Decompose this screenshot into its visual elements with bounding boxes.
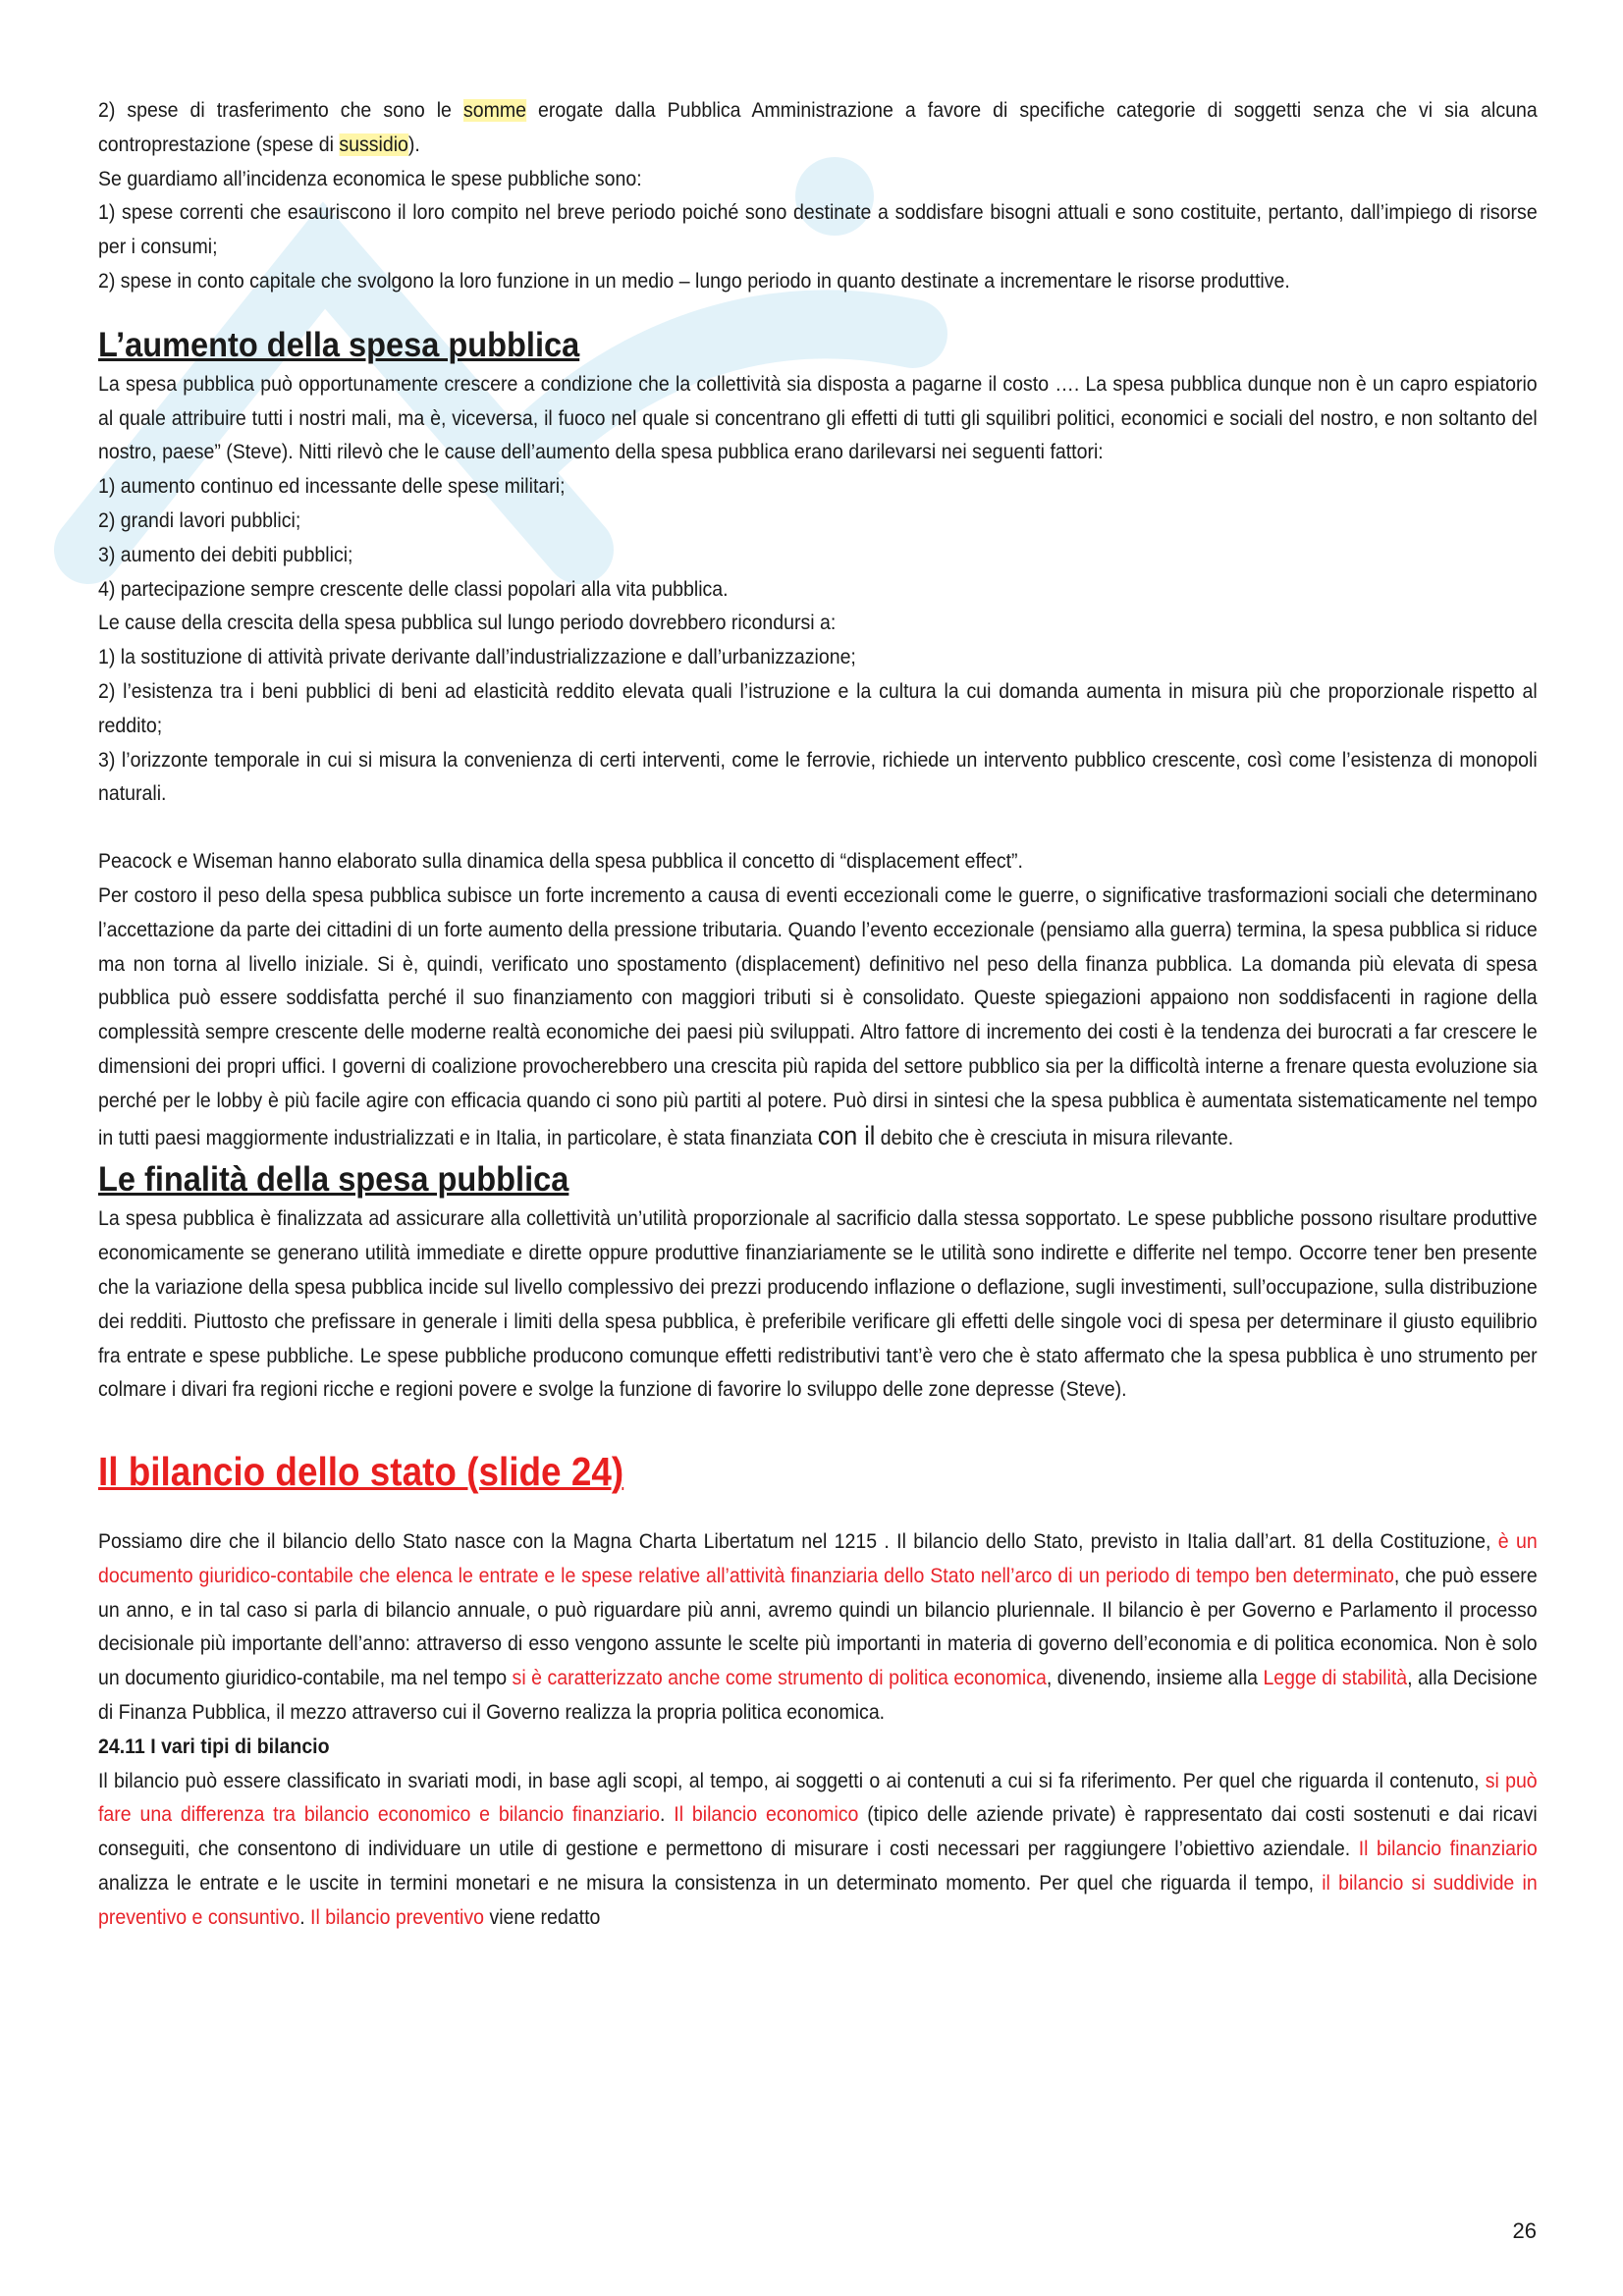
text: Per costoro il peso della spesa pubblica subisce un forte incremento a causa di eventi eccezionali come le guerre, o significative trasformazioni sociali che determinano l’accettazione da parte dei cittadini di un forte aumento della pressione tributaria. Quando l’evento eccezionale (pensiamo alla guerra) termina, la spesa pubblica si riduce ma non torna al livello iniziale. Si è, quindi, verificato uno spostamento (displacement) definitivo nel peso della finanza pubblica. La domanda più elevata di spesa pubblica può essere soddisfatta perché il suo finanziamento con maggiori tributi si è consolidato. Queste spiegazioni appaiono non soddisfacenti in ragione della complessità sempre crescente delle moderne realtà economiche dei paesi più sviluppati. Altro fattore di incremento dei costi è la tendenza dei burocrati a far crescere le dimensioni dei propri uffici. I governi di coalizione provocherebbero una crescita più rapida del settore pubblico sia per la difficoltà interne a frenare questa evoluzione sia perché per le lobby è più facile agire con efficacia quando ci sono più partiti al potere. Può dirsi in sintesi che la spesa pubblica è aumentata sistematicamente nel tempo in tutti paesi maggiormente industrializzati e in Italia, in particolare, è stata finanziata	[98, 883, 1538, 1149]
highlight: sussidio	[339, 133, 408, 156]
paragraph: La spesa pubblica può opportunamente crescere a condizione che la collettività sia disposta a pagarne il costo …. La spesa pubblica dunque non è un capro espiatorio al quale attribuire tutti i nostri mali, ma è, viceversa, il fuoco nel quale si concentrano gli effetti di tutti gli squilibri politici, economici e sociali del nostro, e non soltanto del nostro, paese” (Steve). Nitti rilevò che le cause dell’aumento della spesa pubblica erano darilevarsi nei seguenti fattori:	[98, 372, 1538, 464]
paragraph: La spesa pubblica è finalizzata ad assicurare alla collettività un’utilità proporzionale al sacrificio dalla stessa sopportato. Le spese pubbliche possono risultare produttive economicamente se generano utilità immediate e dirette oppure produttive finanziariamente se le utilità sono indirette e differite nel tempo. Occorre tener ben presente che la variazione della spesa pubblica incide sul livello complessivo dei prezzi producendo inflazione o deflazione, sugli investimenti, sull’occupazione, sulla distribuzione dei redditi. Piuttosto che prefissare in generale i limiti della spesa pubblica, è preferibile verificare gli effetti delle singole voci di spesa per determinare il giusto equilibrio fra entrate e spese pubbliche. Le spese pubbliche producono comunque effetti redistributivi tant’è vero che è stato affermato che la spesa pubblica è uno strumento per colmare i divari fra regioni ricche e regioni povere e svolge la funzione di favorire lo sviluppo delle zone depresse (Steve).	[98, 1207, 1538, 1402]
red-text: è un documento giuridico-contabile che elenca le entrate e le spese relative all’attività finanziaria dello Stato nell’arco di un periodo di tempo ben determinato	[98, 1530, 1538, 1587]
page-number: 26	[1512, 2218, 1537, 2243]
text: Possiamo dire che il bilancio dello Stato nasce con la Magna Charta Libertatum nel 1215 . Il bilancio dello Stato, previsto in Italia dall’art. 81 della Costituzione,	[98, 1530, 1498, 1554]
chapter-heading: Il bilancio dello stato (slide 24)	[98, 1449, 624, 1495]
red-text: Legge di stabilità	[1263, 1667, 1408, 1690]
red-text: il bilancio si suddivide in preventivo e consuntivo	[98, 1872, 1538, 1929]
paragraph: 1) spese correnti che esauriscono il loro compito nel breve periodo poiché sono destinate a soddisfare bisogni attuali e sono costituite, pertanto, dall’impiego di risorse per i consumi;	[98, 201, 1538, 259]
document-page	[98, 94, 1538, 2234]
list-item: 1) la sostituzione di attività private derivante dall’industrializzazione e dall’urbanizzazione;	[98, 646, 856, 669]
text: , che può essere un anno, e in tal caso si parla di bilancio annuale, o può riguardare più anni, avremo quindi un bilancio pluriennale. Il bilancio è per Governo e Parlamento il processo decisionale più importante dell’anno: attraverso di esso vengono assunte le scelte più importanti in materia di governo dell’economia e di politica economica. Non è solo un documento giuridico-contabile, ma nel tempo	[98, 1564, 1538, 1690]
list-item: 2) grandi lavori pubblici;	[98, 508, 301, 532]
paragraph	[98, 94, 1538, 163]
text-large: con il	[817, 1120, 876, 1150]
red-text: Il bilancio finanziario	[1358, 1838, 1538, 1861]
paragraph: 2) spese in conto capitale che svolgono la loro funzione in un medio – lungo periodo in quanto destinate a incrementare le risorse produttive.	[98, 269, 1290, 293]
text: ).	[407, 133, 420, 156]
text: .	[299, 1905, 311, 1929]
paragraph: Le cause della crescita della spesa pubblica sul lungo periodo dovrebbero ricondursi a:	[98, 612, 837, 635]
red-text: si è caratterizzato anche come strumento di politica economica	[512, 1667, 1047, 1690]
list-item: 3) aumento dei debiti pubblici;	[98, 543, 353, 566]
text: .	[659, 1803, 675, 1827]
paragraph: Se guardiamo all’incidenza economica le spese pubbliche sono:	[98, 167, 642, 190]
red-text: Il bilancio preventivo	[310, 1905, 485, 1929]
text: , divenendo, insieme alla	[1046, 1667, 1264, 1690]
intro-block	[98, 94, 1538, 299]
section-body	[98, 368, 1538, 1156]
text: debito che è cresciuta in misura rilevante.	[875, 1126, 1234, 1149]
text: Il bilancio può essere classificato in svariati modi, in base agli scopi, al tempo, ai soggetti o ai contenuti a cui si fa riferimento. Per quel che riguarda il contenuto,	[98, 1769, 1486, 1792]
red-text: Il bilancio economico	[674, 1803, 859, 1827]
list-item: 2) l’esistenza tra i beni pubblici di beni ad elasticità reddito elevata quali l’istruzione e la cultura la cui domanda aumenta in misura più che proporzionale rispetto al reddito;	[98, 679, 1538, 737]
paragraph	[98, 880, 1538, 1155]
text: viene redatto	[484, 1905, 601, 1929]
list-item: 4) partecipazione sempre crescente delle classi popolari alla vita pubblica.	[98, 577, 729, 601]
text: erogate dalla Pubblica Amministrazione a favore di specifiche categorie di soggetti senza che vi sia alcuna controprestazione (spese di	[98, 99, 1538, 156]
list-item: 3) l’orizzonte temporale in cui si misura la convenienza di certi interventi, come le ferrovie, richiede un intervento pubblico crescente, così come l’esistenza di monopoli naturali.	[98, 748, 1538, 806]
text: analizza le entrate e le uscite in termini monetari e ne misura la consistenza in un determinato momento. Per quel che riguarda il tempo,	[98, 1872, 1323, 1896]
section-body	[98, 1525, 1538, 1936]
paragraph	[98, 1525, 1538, 1731]
section-heading: Le finalità della spesa pubblica	[98, 1160, 569, 1200]
section-body	[98, 1202, 1538, 1408]
text: (tipico delle aziende private) è rappresentato dai costi sostenuti e dai ricavi conseguiti, che consentono di individuare un utile di gestione e permettono di misurare i costi necessari per raggiungere l’obiettivo aziendale.	[98, 1803, 1538, 1861]
list-item: 1) aumento continuo ed incessante delle spese militari;	[98, 475, 566, 499]
paragraph	[98, 1765, 1538, 1936]
text: , alla Decisione di Finanza Pubblica, il mezzo attraverso cui il Governo realizza la propria politica economica.	[98, 1667, 1538, 1725]
subsection-title: 24.11 I vari tipi di bilancio	[98, 1735, 330, 1758]
red-text: si può fare una differenza tra bilancio economico e bilancio finanziario	[98, 1769, 1538, 1827]
paragraph: Peacock e Wiseman hanno elaborato sulla dinamica della spesa pubblica il concetto di “displacement effect”.	[98, 850, 1023, 874]
highlight: somme	[462, 99, 527, 122]
section-heading: L’aumento della spesa pubblica	[98, 325, 580, 364]
text: 2) spese di trasferimento che sono le	[98, 99, 463, 122]
